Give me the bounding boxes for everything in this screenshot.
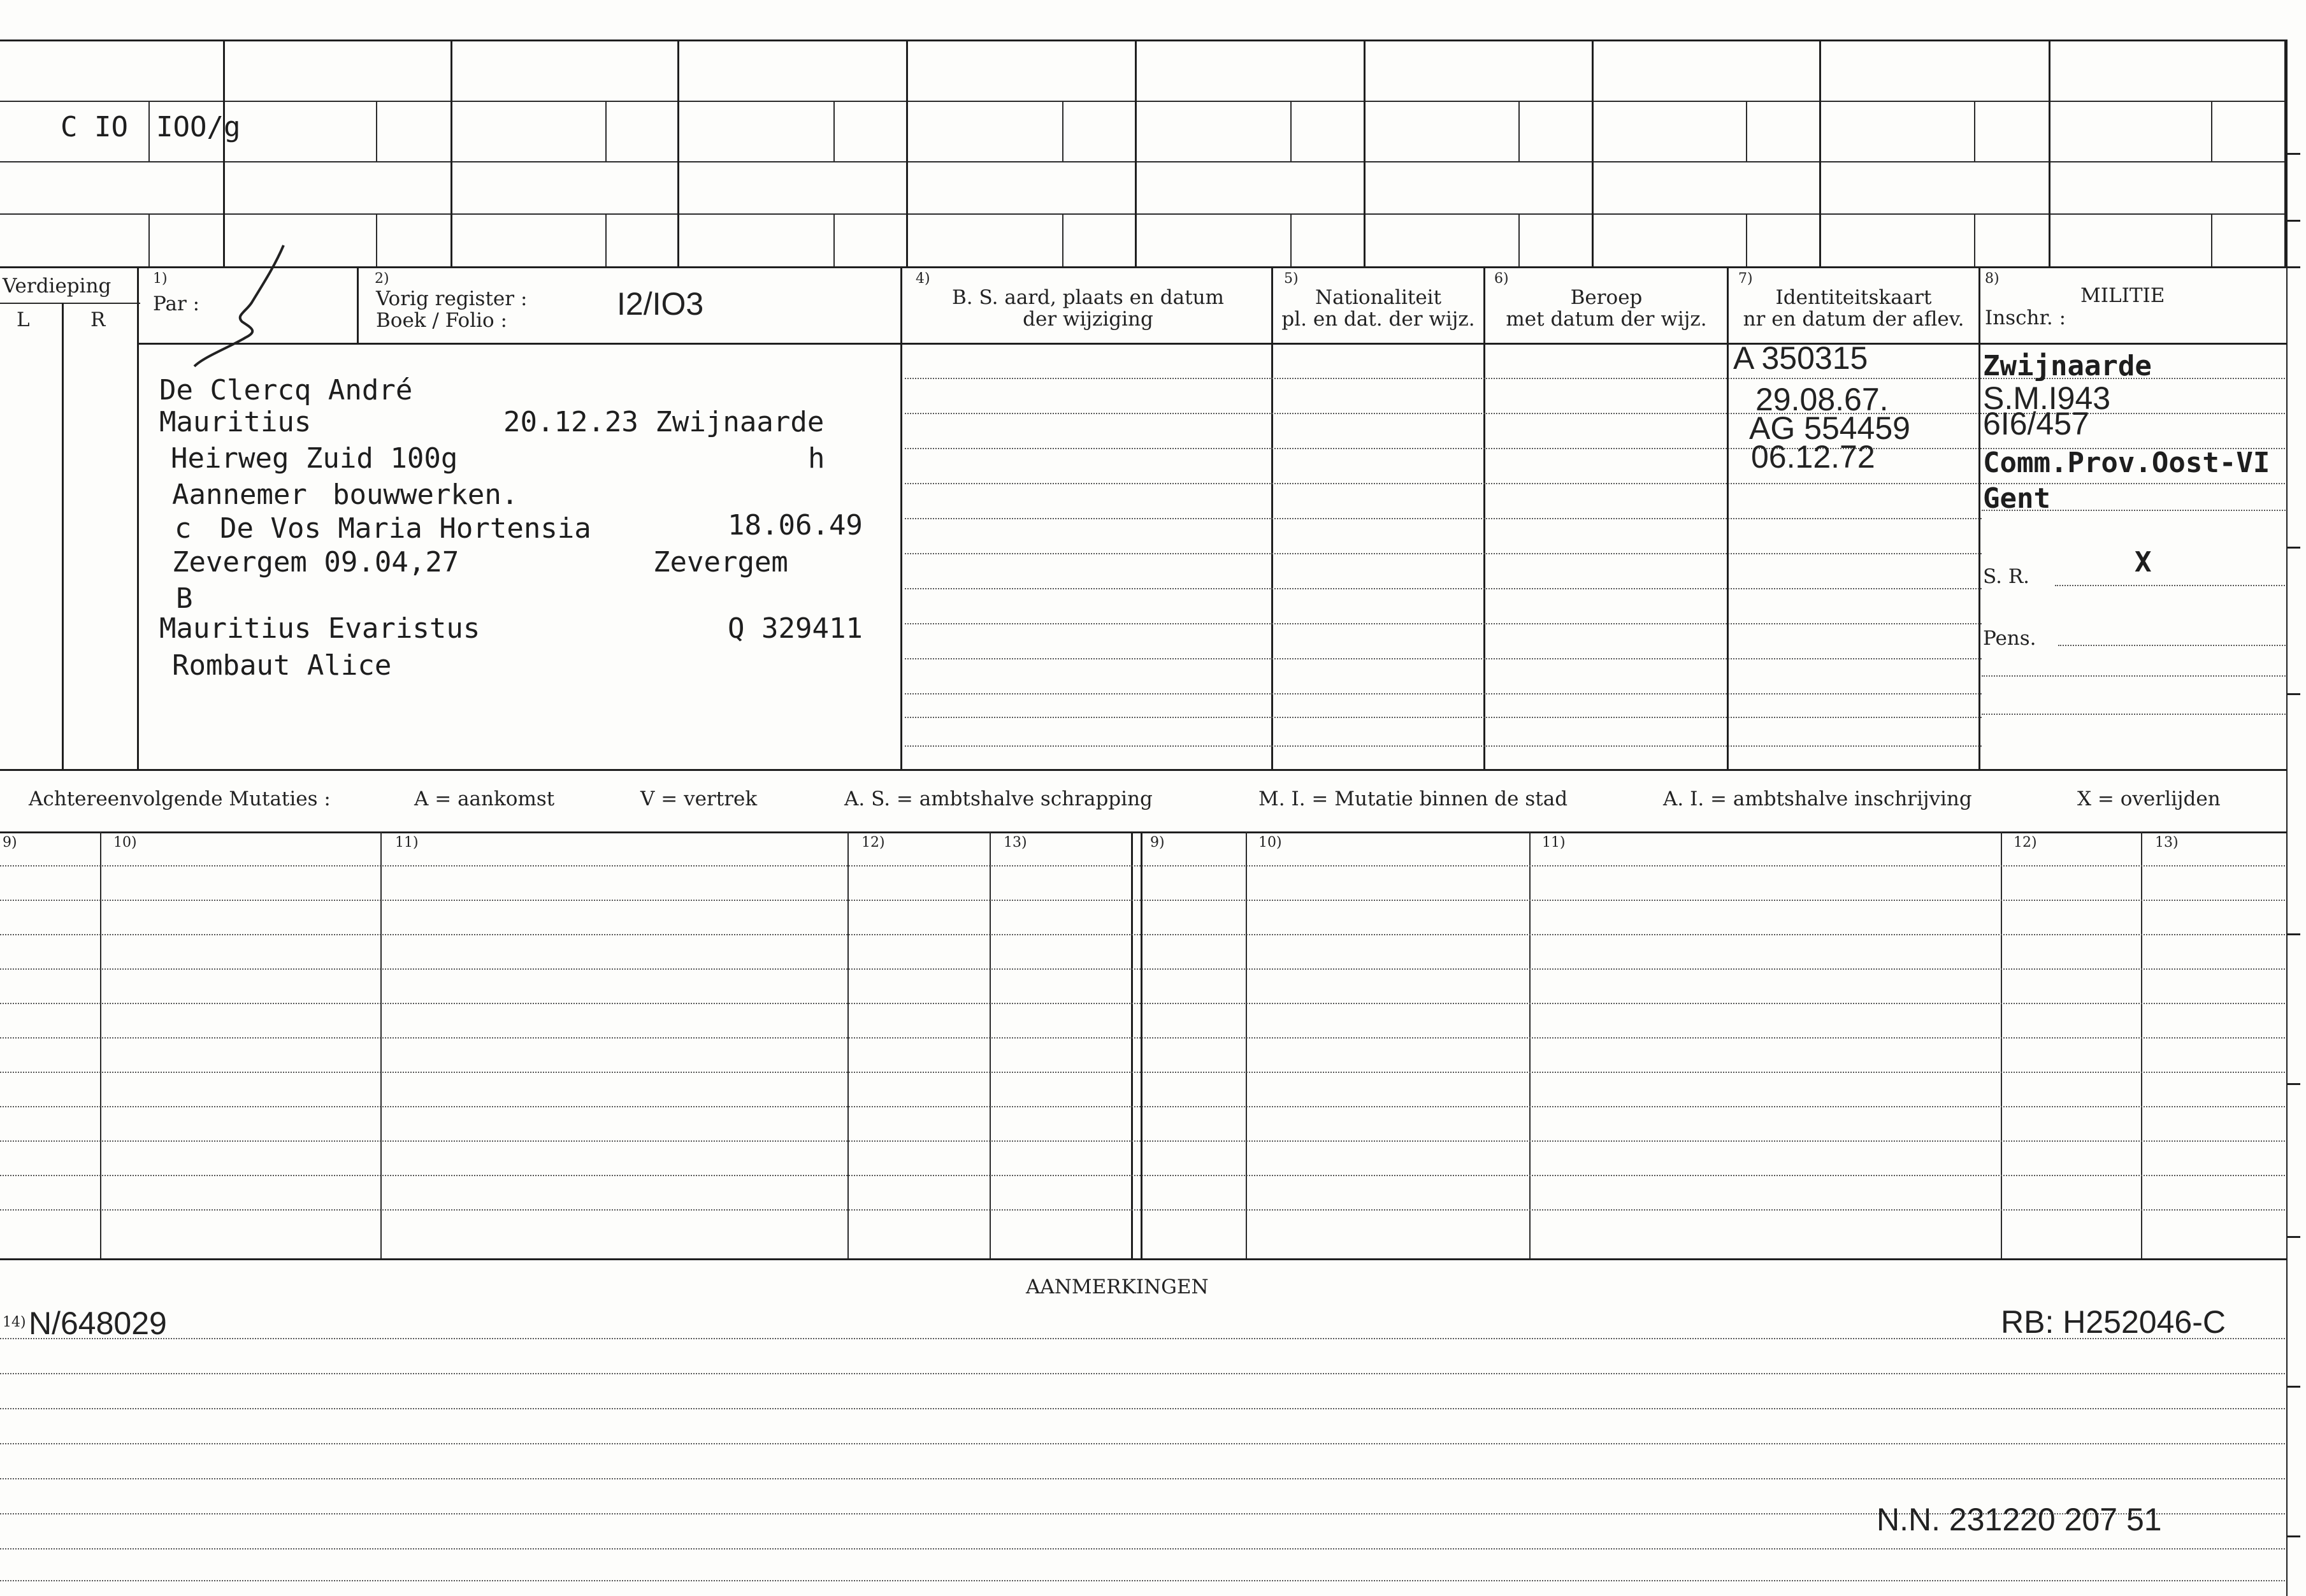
col-9-left: 9) (3, 835, 17, 851)
legend-intro: Achtereenvolgende Mutaties : (29, 787, 331, 810)
person-birth: 20.12.23 Zwijnaarde (503, 406, 825, 438)
code-value: C IO (61, 111, 128, 143)
note-6: 6) (1494, 271, 1509, 287)
note-4: 4) (916, 271, 930, 287)
parents-marker: B (176, 582, 193, 615)
id-card-date-2: 06.12.72 (1751, 439, 1875, 475)
identiteit-heading-2: nr en datum der aflev. (1743, 308, 1964, 331)
note-8: 8) (1985, 271, 2000, 287)
militie-city: Gent (1983, 482, 2050, 515)
col-13-left: 13) (1004, 835, 1027, 851)
remarks-reference: N/648029 (29, 1305, 167, 1341)
vorig-register-label: Vorig register : (376, 287, 528, 310)
person-profession: Aannemer (172, 478, 307, 511)
par-signature-scribble (185, 242, 299, 370)
note-7: 7) (1738, 271, 1753, 287)
militie-number: 6I6/457 (1983, 406, 2089, 442)
legend-v: V = vertrek (640, 787, 758, 810)
father-name: Mauritius Evaristus (159, 612, 480, 645)
note-2: 2) (375, 271, 389, 287)
militie-heading: MILITIE (2080, 284, 2165, 307)
verdieping-label: Verdieping (3, 275, 112, 298)
col-10-left: 10) (113, 835, 137, 851)
legend-ai: A. I. = ambtshalve inschrijving (1663, 787, 1972, 810)
reference-code: Q 329411 (728, 612, 863, 645)
spouse-birth: Zevergem 09.04,27 (172, 546, 459, 579)
col-12-left: 12) (861, 835, 885, 851)
id-card-number-2: AG 554459 (1749, 410, 1910, 446)
nationaliteit-heading-2: pl. en dat. der wijz. (1281, 308, 1475, 331)
remarks-title: AANMERKINGEN (1026, 1276, 1209, 1298)
col-11-left: 11) (395, 835, 419, 851)
verdieping-l: L (17, 308, 30, 331)
sr-label: S. R. (1983, 565, 2030, 588)
note-14: 14) (3, 1314, 26, 1330)
verdieping-r: R (90, 308, 106, 331)
id-card-date: 29.08.67. (1755, 382, 1889, 417)
number-value: IOO/g (156, 111, 241, 143)
marriage-date: 18.06.49 (728, 509, 863, 542)
legend-mi: M. I. = Mutatie binnen de stad (1258, 787, 1568, 810)
identiteit-heading-1: Identiteitskaart (1775, 286, 1932, 309)
note-5: 5) (1284, 271, 1299, 287)
col-9-right: 9) (1150, 835, 1165, 851)
par-label: Par : (153, 292, 200, 315)
spouse-marker: c (175, 512, 192, 545)
mother-name: Rombaut Alice (172, 649, 392, 682)
legend-x: X = overlijden (2077, 787, 2221, 810)
person-name: De Clercq André (159, 374, 413, 406)
person-first-names: Mauritius (159, 406, 312, 438)
spouse-birthplace: Zevergem (653, 546, 788, 579)
person-profession-2: bouwwerken. (333, 478, 519, 511)
person-address-h: h (808, 442, 825, 475)
spouse-name: De Vos Maria Hortensia (220, 512, 591, 545)
militie-place: Zwijnaarde (1983, 350, 2152, 382)
beroep-heading-1: Beroep (1570, 286, 1643, 309)
beroep-heading-2: met datum der wijz. (1506, 308, 1707, 331)
pens-label: Pens. (1983, 627, 2036, 650)
militie-class: S.M.I943 (1983, 380, 2111, 416)
col-10-right: 10) (1258, 835, 1282, 851)
legend-as: A. S. = ambtshalve schrapping (844, 787, 1153, 810)
vorig-register-value: I2/IO3 (617, 286, 704, 322)
bs-heading-1: B. S. aard, plaats en datum (952, 286, 1224, 309)
col-12-right: 12) (2014, 835, 2037, 851)
note-1: 1) (153, 271, 168, 287)
remarks-rb: RB: H252046-C (2001, 1304, 2226, 1340)
col-11-right: 11) (1542, 835, 1566, 851)
national-number: N.N. 231220 207 51 (1877, 1502, 2162, 1537)
id-card-number: A 350315 (1733, 340, 1868, 376)
militie-commission: Comm.Prov.Oost-VI (1983, 447, 2270, 479)
person-address: Heirweg Zuid 100g (171, 442, 458, 475)
col-13-right: 13) (2155, 835, 2179, 851)
boek-folio-label: Boek / Folio : (376, 309, 507, 332)
inschr-label: Inschr. : (1985, 306, 2066, 329)
bs-heading-2: der wijziging (1023, 308, 1153, 331)
sr-value: X (2135, 546, 2152, 579)
legend-a: A = aankomst (414, 787, 555, 810)
nationaliteit-heading-1: Nationaliteit (1315, 286, 1442, 309)
